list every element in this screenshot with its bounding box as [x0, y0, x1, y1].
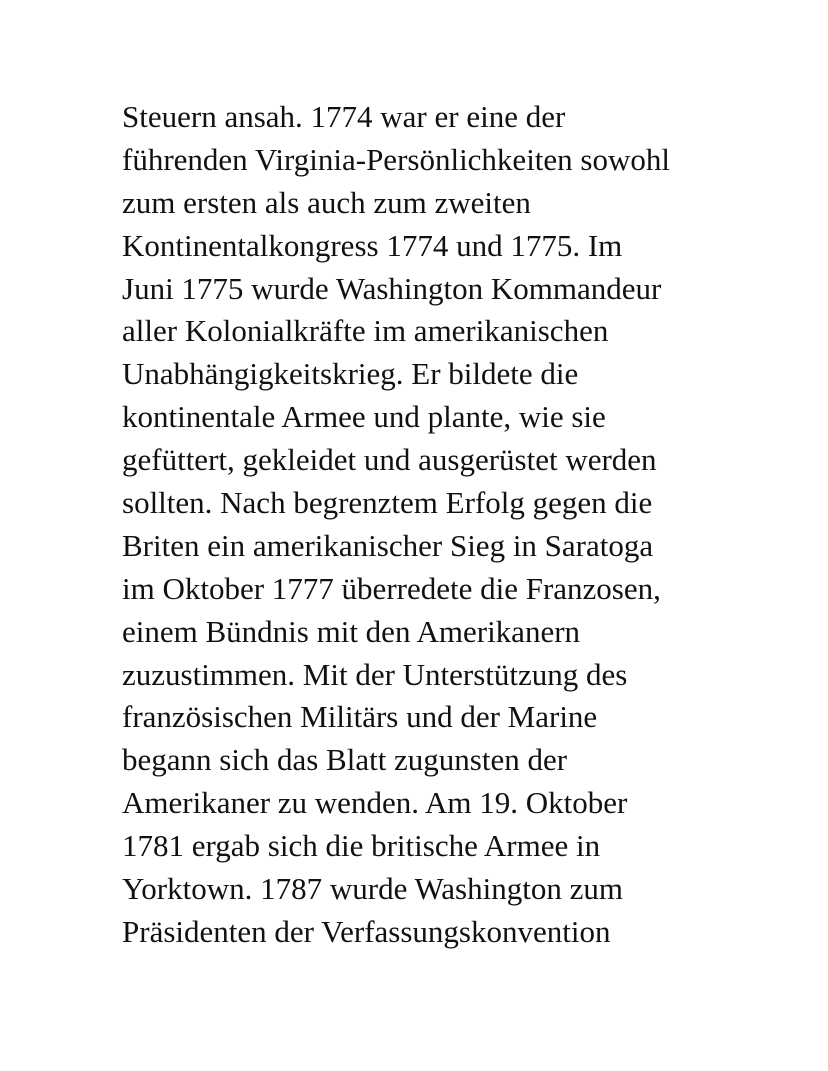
text-line: 1781 ergab sich die britische Armee in	[122, 828, 601, 864]
text-line: aller Kolonialkräfte im amerikanischen	[122, 313, 609, 349]
text-line: Präsidenten der Verfassungskonvention	[122, 913, 611, 949]
text-line: Juni 1775 wurde Washington Kommandeur	[122, 270, 662, 306]
text-line: sollten. Nach begrenztem Erfolg gegen die	[122, 485, 653, 521]
body-paragraph	[122, 96, 782, 954]
text-line: Amerikaner zu wenden. Am 19. Oktober	[122, 785, 628, 821]
text-line: begann sich das Blatt zugunsten der	[122, 742, 568, 778]
text-line: kontinentale Armee und plante, wie sie	[122, 399, 606, 435]
text-line: gefüttert, gekleidet und ausgerüstet werden	[122, 442, 657, 478]
text-line: zum ersten als auch zum zweiten	[122, 184, 531, 220]
text-line: im Oktober 1777 überredete die Franzosen,	[122, 570, 661, 606]
text-line: Yorktown. 1787 wurde Washington zum	[122, 871, 623, 907]
text-line: führenden Virginia-Persönlichkeiten sowohl	[122, 141, 670, 177]
text-line: französischen Militärs und der Marine	[122, 699, 598, 735]
text-line: Kontinentalkongress 1774 und 1775. Im	[122, 227, 623, 263]
text-line: zuzustimmen. Mit der Unterstützung des	[122, 656, 628, 692]
text-line: einem Bündnis mit den Amerikanern	[122, 613, 581, 649]
text-line: Steuern ansah. 1774 war er eine der	[122, 99, 566, 134]
text-line: Unabhängigkeitskrieg. Er bildete die	[122, 356, 579, 392]
text-line: Briten ein amerikanischer Sieg in Saratoga	[122, 527, 654, 563]
